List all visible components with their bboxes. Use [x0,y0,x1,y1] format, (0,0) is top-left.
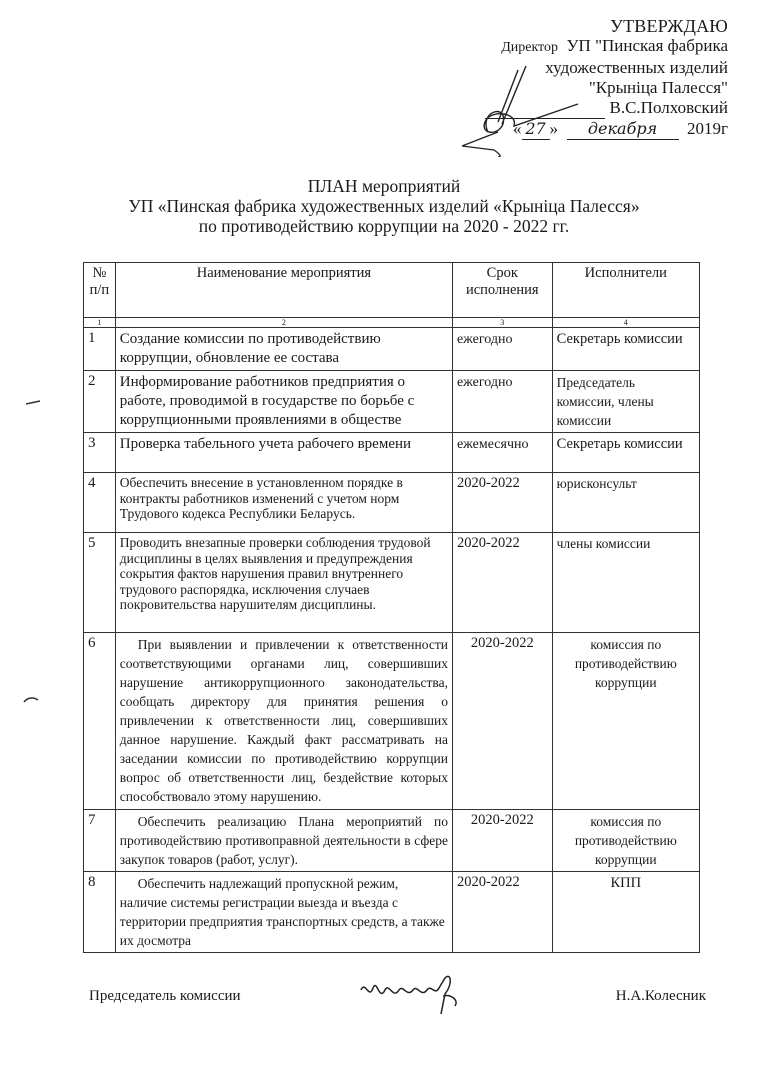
row-term: 2020-2022 [452,633,552,810]
column-number: 1 [84,318,116,328]
row-num: 2 [84,371,116,433]
table-row [84,533,700,633]
row-num: 6 [84,633,116,810]
column-number: 2 [115,318,452,328]
document-title [0,176,768,236]
date-day: 27 [522,119,550,140]
row-executor: члены комиссии [552,533,699,633]
table-row [84,872,700,953]
approval-org-line2: художественных изделий [545,58,728,77]
column-number-row [84,318,700,328]
table-row [84,328,700,371]
approval-signatory: В.С.Полховский [609,98,728,117]
row-name: Обеспечить внесение в установленном порядке в контракты работников изменений с учетом норм Трудового кодекса Республики Беларусь. [115,473,452,533]
row-name: Информирование работников предприятия о работе, проводимой в государстве по борьбе с коррупционными проявлениями в обществе [115,371,452,433]
row-num: 3 [84,433,116,473]
table-row [84,633,700,810]
title-line2: УП «Пинская фабрика художественных изделий «Крыніца Палесся» [128,196,640,216]
row-name: При выявлении и привлечении к ответственности соответствующими органами лиц, совершивших нарушение антикоррупционного законодательства, сообщать директору для принятия решения о привлечении к ответственности лиц, совершивших данное нарушение. Каждый факт рассматривать на заседании комиссии по противодействию коррупции вопрос об ответственности лиц, бездействие которых способствовало этому нарушению. [115,633,452,810]
row-name: Обеспечить надлежащий пропускной режим, наличие системы регистрации выезда и въезда с территории предприятия транспортных средств, а также их досмотра [115,872,452,953]
date-month: декабря [567,119,679,140]
table-row [84,433,700,473]
row-num: 1 [84,328,116,371]
row-executor: КПП [552,872,699,953]
scan-mark-icon [25,398,41,406]
header-term: Срок исполнения [452,263,552,318]
header-executor: Исполнители [552,263,699,318]
row-term: ежегодно [452,328,552,371]
row-num: 4 [84,473,116,533]
row-name: Проверка табельного учета рабочего времени [115,433,452,473]
quote-open: « [513,119,522,138]
title-line3: по противодействию коррупции на 2020 - 2022 гг. [198,216,570,236]
row-executor: Председатель комиссии, члены комиссии [552,371,699,433]
column-number: 3 [452,318,552,328]
table-row [84,473,700,533]
header-name: Наименование мероприятия [115,263,452,318]
row-name: Создание комиссии по противодействию коррупции, обновление ее состава [115,328,452,371]
row-executor: Секретарь комиссии [552,328,699,371]
table-header-row [84,263,700,318]
plan-table [83,262,700,953]
row-num: 5 [84,533,116,633]
row-executor: Секретарь комиссии [552,433,699,473]
row-num: 7 [84,810,116,872]
row-name: Проводить внезапные проверки соблюдения трудовой дисциплины в целях выявления и предупреждения сокрытия фактов нарушения правил внутреннего трудового распорядка, исключения случаев покровительства нарушителям дисциплины. [115,533,452,633]
row-term: 2020-2022 [452,872,552,953]
approval-org-line1: УП "Пинская фабрика [566,36,728,55]
chairman-role: Председатель комиссии [89,988,241,1004]
row-term: ежегодно [452,371,552,433]
table-row [84,371,700,433]
row-term: 2020-2022 [452,473,552,533]
column-number: 4 [552,318,699,328]
row-term: ежемесячно [452,433,552,473]
title-line1: ПЛАН мероприятий [307,176,461,196]
row-name: Обеспечить реализацию Плана мероприятий по противодействию противоправной деятельности в сфере закупок товаров (работ, услуг). [115,810,452,872]
approval-org-line3: "Крыніца Палесся" [588,78,728,97]
row-term: 2020-2022 [452,810,552,872]
scan-mark-icon [23,695,39,703]
date-year: 2019г [687,119,728,138]
chairman-name: Н.А.Колесник [615,988,706,1004]
row-executor: юрисконсульт [552,473,699,533]
table-row [84,810,700,872]
approval-position: Директор [501,40,558,55]
row-num: 8 [84,872,116,953]
chairman-signature-icon [355,970,475,1020]
director-signature-icon [458,62,608,157]
quote-close: » [549,119,559,138]
row-executor: комиссия по противодействию коррупции [552,810,699,872]
header-num: № п/п [84,263,116,318]
row-term: 2020-2022 [452,533,552,633]
approval-word: УТВЕРЖДАЮ [610,16,728,36]
row-executor: комиссия по противодействию коррупции [552,633,699,810]
